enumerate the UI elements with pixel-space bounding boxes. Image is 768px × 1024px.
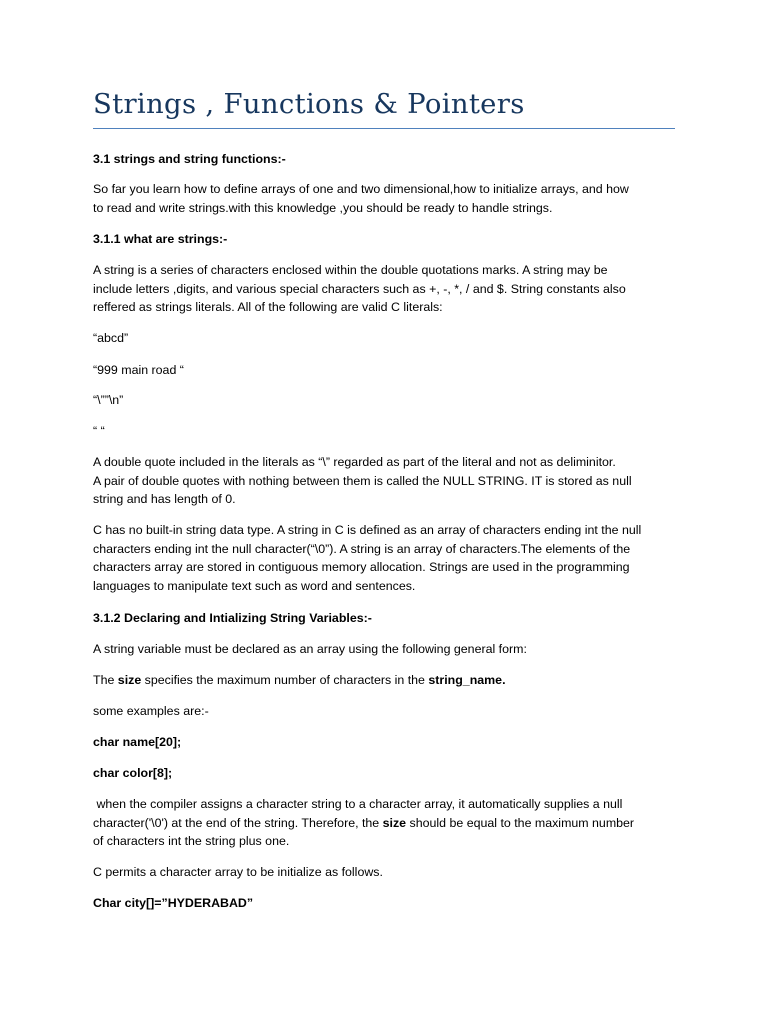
paragraph bbox=[93, 329, 683, 348]
paragraph-line: string and has length of 0. bbox=[93, 492, 236, 507]
bold-term: string_name. bbox=[428, 673, 506, 687]
paragraph bbox=[93, 640, 683, 659]
text-segment: specifies the maximum number of characters in the bbox=[141, 673, 429, 687]
text-segment: when the compiler assigns a character string to a character array, it automatically supplies a null bbox=[93, 797, 623, 811]
paragraph-line: “abcd” bbox=[93, 331, 129, 345]
paragraph-line bbox=[93, 795, 683, 814]
paragraph-line: A string variable must be declared as an array using the following general form: bbox=[93, 642, 527, 656]
paragraph-line: to read and write strings.with this knowledge ,you should be ready to handle strings. bbox=[93, 200, 553, 215]
section-heading: char color[8]; bbox=[93, 766, 173, 780]
text-segment: The bbox=[93, 673, 118, 687]
bold-term: size bbox=[117, 673, 142, 687]
paragraph bbox=[93, 702, 683, 721]
paragraph bbox=[93, 521, 683, 596]
section-heading: 3.1 strings and string functions:- bbox=[93, 152, 286, 166]
paragraph bbox=[93, 180, 683, 217]
paragraph-line: characters array are stored in contiguous memory allocation. Strings are used in the programming bbox=[93, 560, 630, 575]
paragraph-line: So far you learn how to define arrays of one and two dimensional,how to initialize arrays, and how bbox=[93, 182, 629, 196]
paragraph-line: C permits a character array to be initialize as follows. bbox=[93, 865, 383, 879]
section-heading: Char city[]=”HYDERABAD” bbox=[93, 896, 254, 910]
paragraph bbox=[93, 795, 683, 851]
paragraph-line: A double quote included in the literals as “\” regarded as part of the literal and not as deliminitor. bbox=[93, 455, 616, 469]
paragraph-line: “999 main road “ bbox=[93, 363, 184, 377]
text-segment: should be equal to the maximum number bbox=[406, 815, 635, 830]
paragraph-line: reffered as strings literals. All of the following are valid C literals: bbox=[93, 300, 443, 315]
paragraph-line: “ “ bbox=[93, 424, 105, 438]
paragraph bbox=[93, 361, 683, 380]
text-segment: of characters int the string plus one. bbox=[93, 834, 290, 849]
paragraph bbox=[93, 391, 683, 410]
bold-term: size bbox=[382, 815, 407, 830]
section-heading: char name[20]; bbox=[93, 735, 182, 749]
title-underline bbox=[93, 128, 675, 129]
paragraph-line bbox=[93, 832, 683, 851]
paragraph-line: languages to manipulate text such as word and sentences. bbox=[93, 579, 416, 594]
paragraph-line: some examples are:- bbox=[93, 704, 209, 718]
paragraph-line: include letters ,digits, and various special characters such as +, -, *, / and $. String constants also bbox=[93, 281, 626, 296]
paragraph-line: A string is a series of characters enclosed within the double quotations marks. A string may be bbox=[93, 263, 608, 277]
paragraph bbox=[93, 261, 683, 317]
paragraph-line: A pair of double quotes with nothing between them is called the NULL STRING. IT is stored as null bbox=[93, 473, 632, 488]
paragraph bbox=[93, 453, 683, 509]
paragraph bbox=[93, 671, 683, 690]
paragraph bbox=[93, 863, 683, 882]
paragraph-line bbox=[93, 814, 683, 833]
paragraph-line: characters ending int the null character(“\0”). A string is an array of characters.The elements of the bbox=[93, 541, 631, 556]
section-heading: 3.1.2 Declaring and Intializing String Variables:- bbox=[93, 611, 372, 625]
paragraph-line: “\””\n” bbox=[93, 393, 124, 407]
paragraph bbox=[93, 422, 683, 441]
paragraph-line: C has no built-in string data type. A string in C is defined as an array of characters ending int the null bbox=[93, 523, 642, 537]
text-segment: character('\0') at the end of the string. Therefore, the bbox=[93, 815, 383, 830]
section-heading: 3.1.1 what are strings:- bbox=[93, 232, 228, 246]
page-title: Strings , Functions & Pointers bbox=[93, 88, 525, 120]
